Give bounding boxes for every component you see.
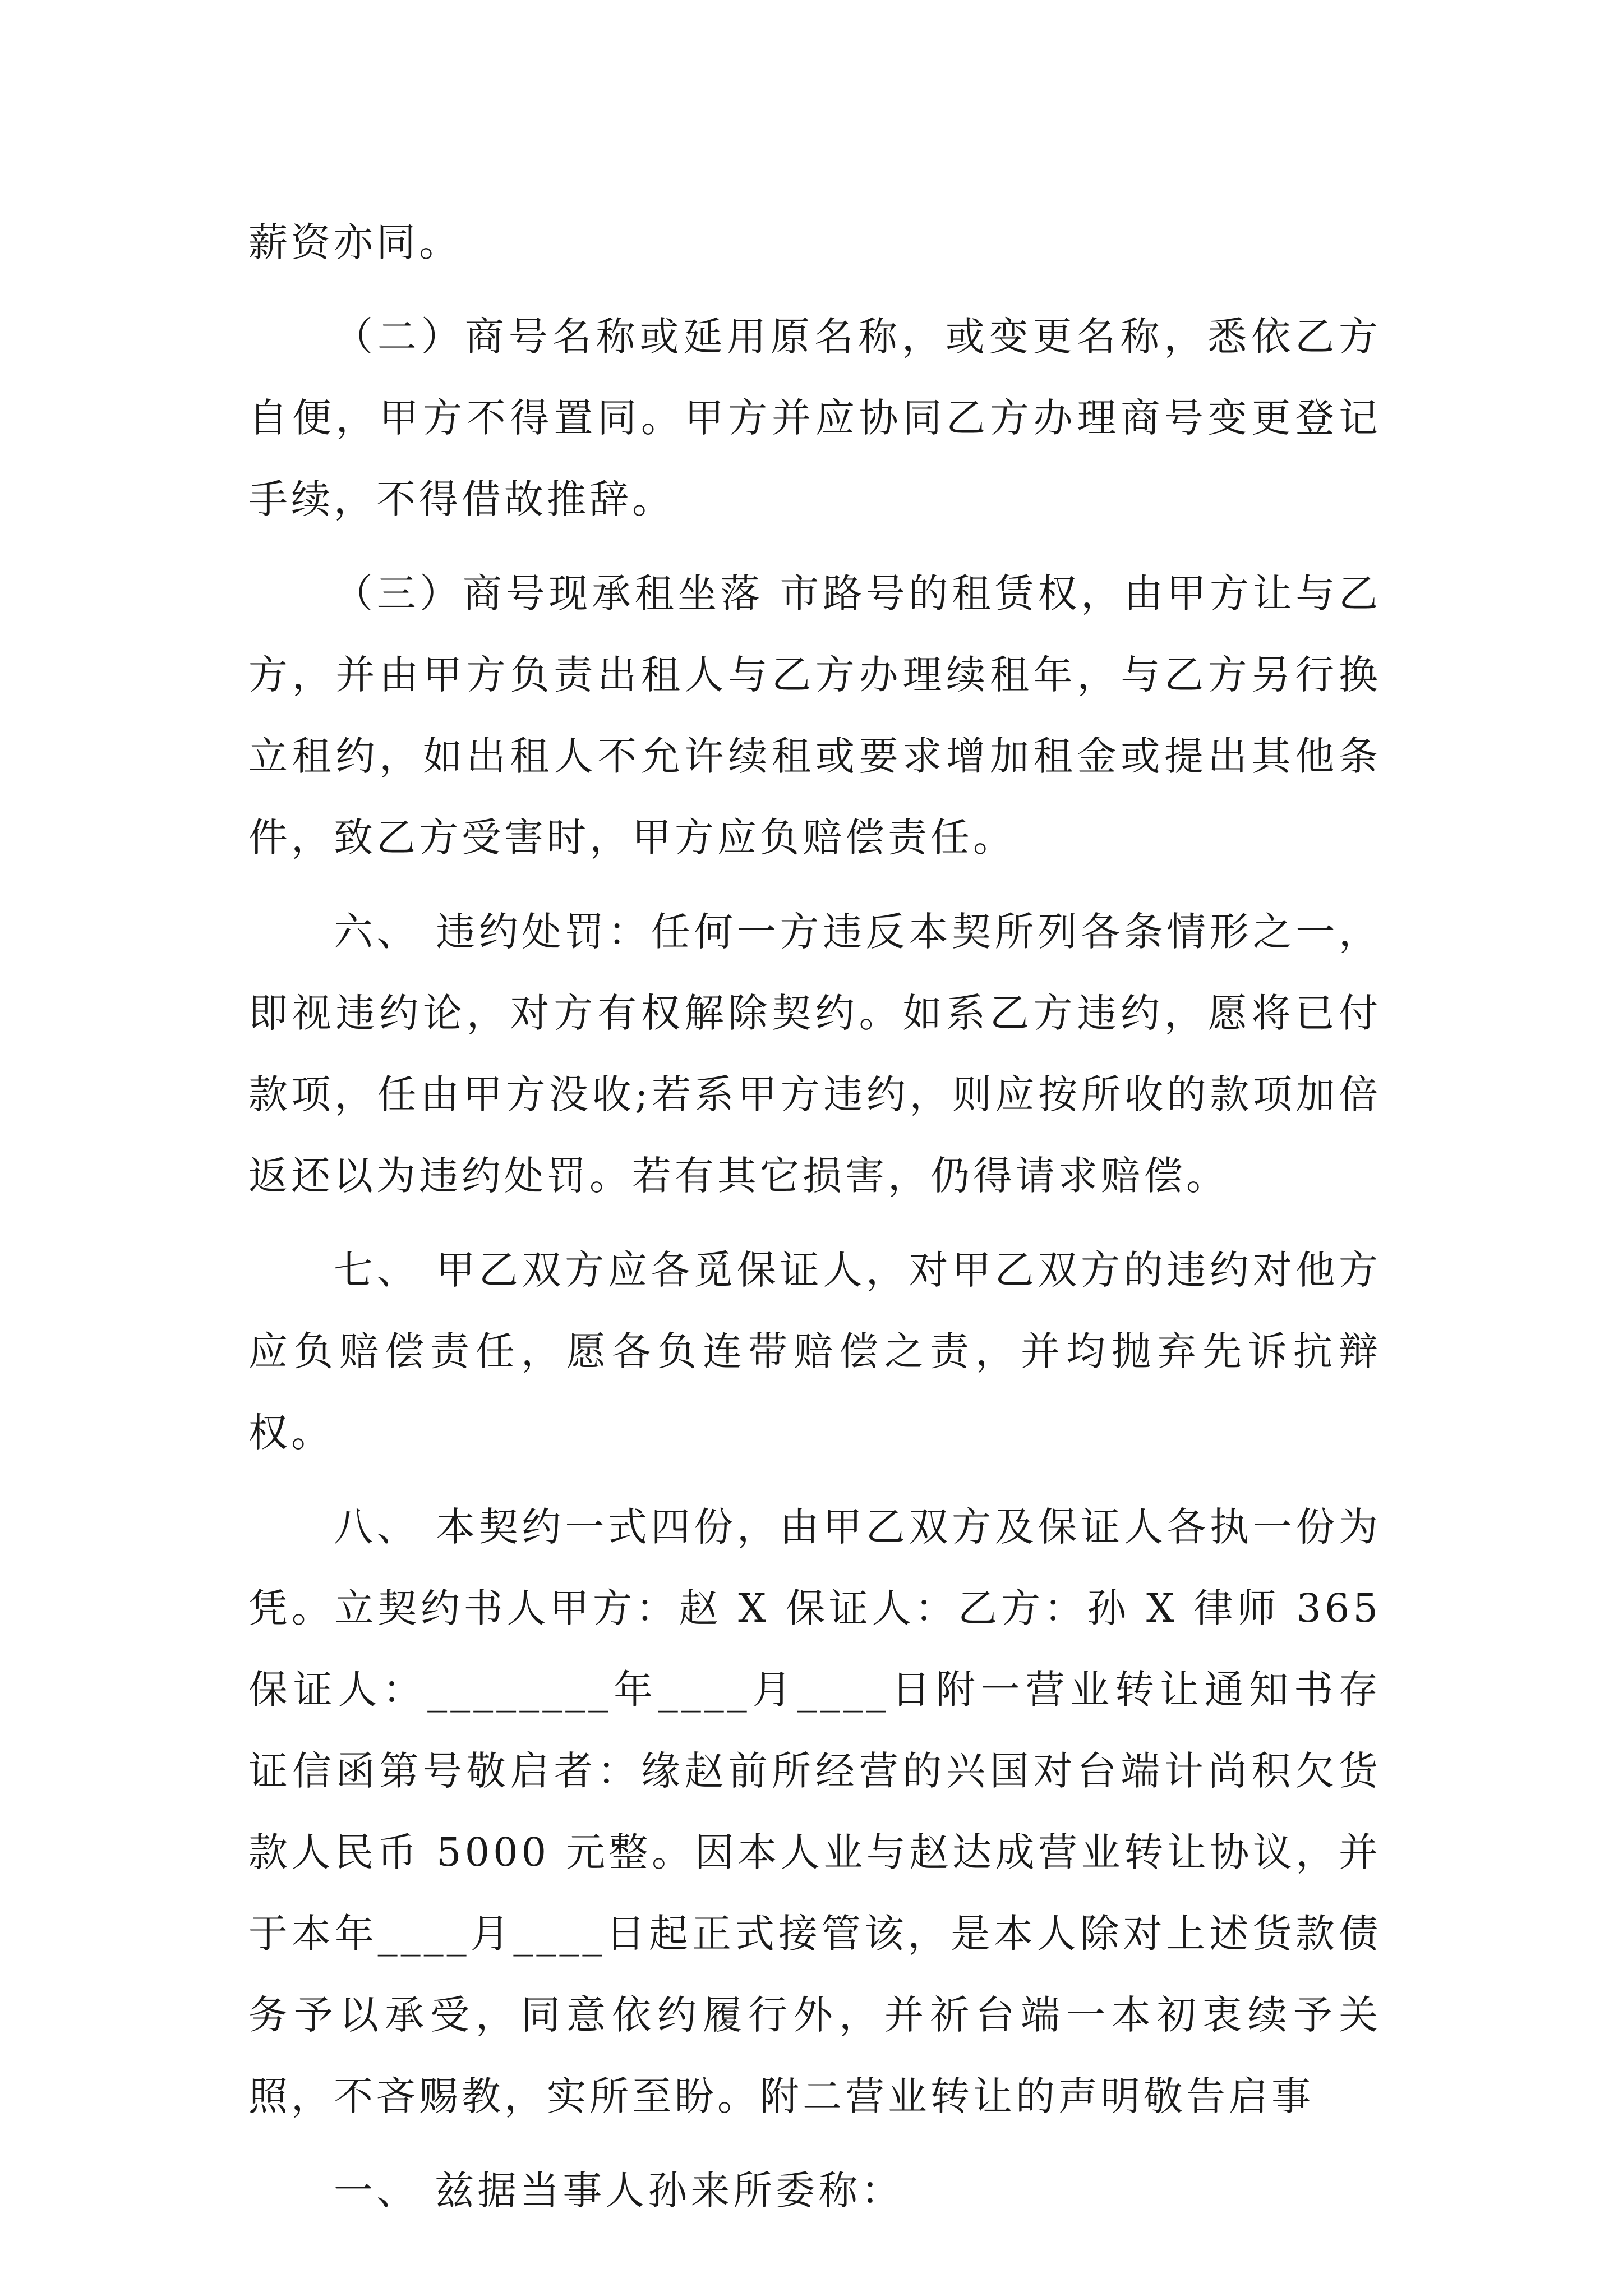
paragraph-article-6-breach-penalty: 六、 违约处罚：任何一方违反本契所列各条情形之一，即视违约论，对方有权解除契约。如系乙方违约，愿将已付款项，任由甲方没收;若系甲方违约，则应按所收的款项加倍返还以为违约处罚。若有其它损害，仍得请求赔偿。 [248, 909, 1381, 1199]
paragraph-salary-continuation: 薪资亦同。 [248, 219, 462, 265]
paragraph-article-7-guarantors: 七、 甲乙双方应各觅保证人，对甲乙双方的违约对他方应负赔偿责任，愿各负连带赔偿之责，并均抛弃先诉抗辩权。 [248, 1247, 1381, 1456]
paragraph-statement-item-1: 一、 兹据当事人孙来所委称： [334, 2168, 904, 2214]
paragraph-clause-3-lease-rights: （三）商号现承租坐落 市路号的租赁权，由甲方让与乙方，并由甲方负责出租人与乙方办理续租年，与乙方另行换立租约，如出租人不允许续租或要求增加租金或提出其他条件，致乙方受害时，甲方应负赔偿责任。 [248, 570, 1381, 861]
paragraph-article-8-copies-and-notice: 八、 本契约一式四份，由甲乙双方及保证人各执一份为凭。立契约书人甲方：赵 X 保证人：乙方：孙 X 律师 365 保证人：________年____月____日附一营业转让通知书存证信函第号敬启者：缘赵前所经营的兴国对台端计尚积欠货款人民币 5000 元整。因本人业与赵达成营业转让协议，并于本年____月____日起正式接管该，是本人除对上述货款债务予以承受，同意依约履行外，并祈台端一本初衷续予关照，不吝赐教，实所至盼。附二营业转让的声明敬告启事 [248, 1504, 1381, 2119]
paragraph-clause-2-trade-name: （二）商号名称或延用原名称，或变更名称，悉依乙方自便，甲方不得置同。甲方并应协同乙方办理商号变更登记手续，不得借故推辞。 [248, 314, 1381, 522]
document-body [248, 202, 1381, 2244]
